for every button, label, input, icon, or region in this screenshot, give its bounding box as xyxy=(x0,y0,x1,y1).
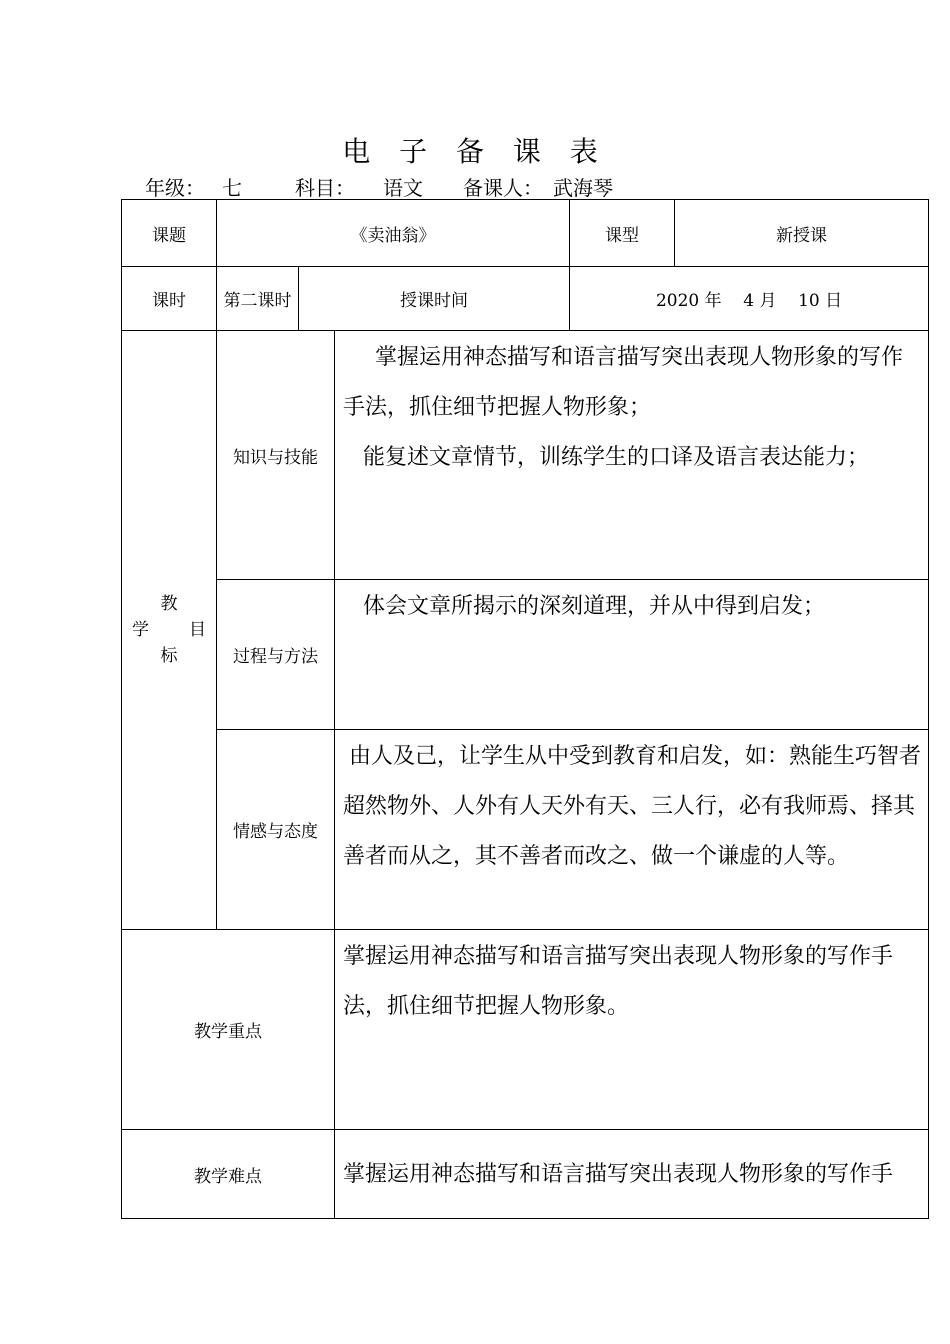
knowledge-line-2: 能复述文章情节，训练学生的口译及语言表达能力； xyxy=(363,445,870,470)
objectives-label-bottom: 标 xyxy=(160,646,178,666)
subject-value: 语文 xyxy=(383,176,423,200)
process-label: 过程与方法 xyxy=(217,580,335,730)
knowledge-content xyxy=(335,331,929,580)
emotion-label: 情感与态度 xyxy=(217,730,335,930)
grade-label: 年级： xyxy=(145,176,205,200)
page-title: 电 子 备 课 表 xyxy=(342,135,608,168)
teacher-label: 备课人： xyxy=(463,176,543,200)
type-value: 新授课 xyxy=(675,200,929,267)
objectives-label-right: 目 xyxy=(189,620,206,640)
time-label: 授课时间 xyxy=(299,267,570,331)
objectives-label-left: 学 xyxy=(132,620,149,640)
lesson-plan-table xyxy=(121,199,929,1219)
date-value: 2020 年 4 月 10 日 xyxy=(570,267,929,331)
objectives-label xyxy=(122,331,217,930)
subject-label: 科目： xyxy=(295,176,355,200)
type-label: 课型 xyxy=(570,200,675,267)
difficulty-label: 教学难点 xyxy=(122,1130,335,1219)
topic-label: 课题 xyxy=(122,200,217,267)
teacher-value: 武海琴 xyxy=(553,176,613,200)
period-label: 课时 xyxy=(122,267,217,331)
focus-label: 教学重点 xyxy=(122,930,335,1130)
objectives-label-top: 教 xyxy=(160,594,178,614)
difficulty-content: 掌握运用神态描写和语言描写突出表现人物形象的写作手 xyxy=(335,1130,929,1219)
process-content: 体会文章所揭示的深刻道理，并从中得到启发； xyxy=(335,580,929,730)
emotion-content: 由人及己，让学生从中受到教育和启发，如：熟能生巧智者超然物外、人外有人天外有天、三人行，必有我师焉、择其善者而从之，其不善者而改之、做一个谦虚的人等。 xyxy=(335,730,929,930)
knowledge-label: 知识与技能 xyxy=(217,331,335,580)
knowledge-line-1: 掌握运用神态描写和语言描写突出表现人物形象的写作手法，抓住细节把握人物形象； xyxy=(343,345,904,420)
topic-value: 《卖油翁》 xyxy=(217,200,570,267)
grade-value: 七 xyxy=(222,176,242,200)
focus-content: 掌握运用神态描写和语言描写突出表现人物形象的写作手法，抓住细节把握人物形象。 xyxy=(335,930,929,1130)
period-value: 第二课时 xyxy=(217,267,299,331)
